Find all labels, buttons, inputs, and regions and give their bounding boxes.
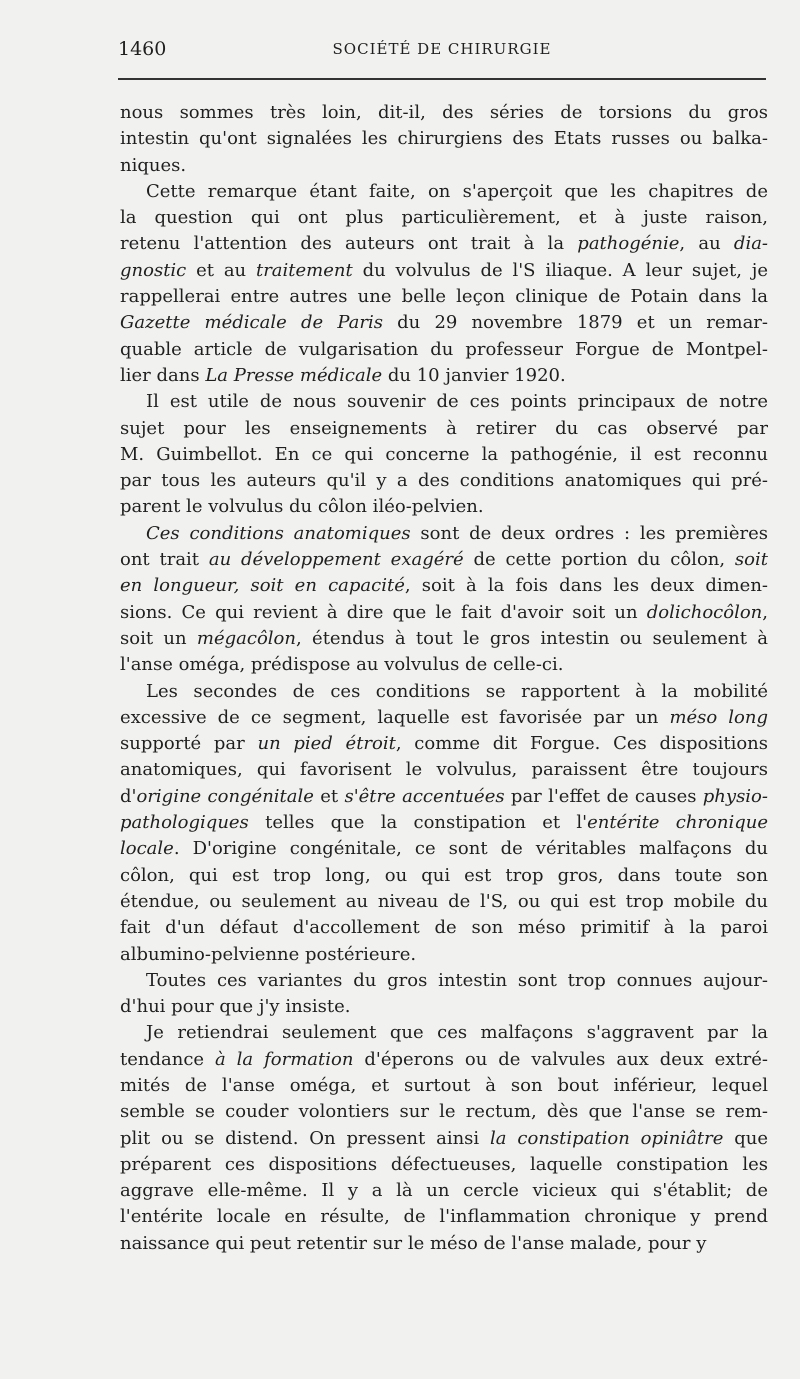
text-line [120,1178,768,1204]
text-line [120,573,768,599]
text-run: de cette portion du côlon, [463,549,735,571]
italic-run: La Presse médicale [205,364,383,386]
text-run: étendue, ou seulement au niveau de l'S, ou qui est trop mobile du [120,890,768,912]
text-run: rappellerai entre autres une belle leçon clinique de Potain dans la [120,286,768,308]
paragraph [120,521,768,679]
paragraph [120,679,768,968]
text-line [120,1204,768,1230]
italic-run: la constipation opiniâtre [490,1127,724,1149]
text-run: du 29 novembre 1879 et un remar- [382,312,768,334]
italic-run: pathologiques [120,812,249,834]
text-run: préparent ces dispositions défectueuses, laquelle constipation les [120,1153,768,1175]
text-line [120,521,768,547]
text-run: , comme dit Forgue. Ces dispositions [395,733,768,755]
text-run: Cette remarque étant faite, on s'aperçoit que les chapitres de [146,180,768,202]
text-run: telles que la constipation et l' [248,812,588,834]
paragraph [120,389,768,520]
text-line [120,994,768,1020]
header-rule [118,78,766,80]
text-run: Les secondes de ces conditions se rapportent à la mobilité [146,680,768,702]
text-line [120,153,768,179]
text-line [120,679,768,705]
running-head: SOCIÉTÉ DE CHIRURGIE [332,40,552,58]
text-line [120,231,768,257]
paragraph [120,968,768,1021]
text-run: , [762,601,768,623]
text-run: par tous les auteurs qu'il y a des conditions anatomiques qui pré- [120,470,768,492]
text-run: intestin qu'ont signalées les chirurgiens des Etats russes ou balka- [120,128,768,150]
text-run: anatomiques, qui favorisent le volvulus, paraissent être toujours [120,759,768,781]
body-text [120,100,768,1257]
text-run: mités de l'anse oméga, et surtout à son bout inférieur, lequel [120,1074,768,1096]
text-line [120,100,768,126]
italic-run: pathogénie [577,233,680,255]
text-line [120,1231,768,1257]
text-run: Je retiendrai seulement que ces malfaçons s'aggravent par la [146,1022,768,1044]
italic-run: locale [120,838,174,860]
italic-run: mégacôlon [196,627,296,649]
text-line [120,126,768,152]
text-line [120,915,768,941]
text-run: par l'effet de causes [504,785,703,807]
text-run: nous sommes très loin, dit-il, des séries de torsions du gros [120,102,768,123]
text-run: fait d'un défaut d'accollement de son méso primitif à la paroi [120,917,768,939]
text-line [120,810,768,836]
text-line [120,1126,768,1152]
text-run: sujet pour les enseignements à retirer du cas observé par [120,417,768,439]
text-line [120,205,768,231]
text-run: plit ou se distend. On pressent ainsi [120,1127,491,1149]
text-line [120,626,768,652]
text-run: Toutes ces variantes du gros intestin sont trop connues aujour- [146,969,768,991]
italic-run: dolichocôlon [646,601,763,623]
text-line [120,784,768,810]
italic-run: gnostic [120,259,187,281]
text-run: excessive de ce segment, laquelle est favorisée par un [120,706,670,728]
text-line [120,310,768,336]
text-line [120,1099,768,1125]
text-run: M. Guimbellot. En ce qui concerne la pathogénie, il est reconnu [120,443,768,465]
text-run: aggrave elle-même. Il y a là un cercle vicieux qui s'établit; de [120,1180,768,1202]
text-run: supporté par [120,733,258,755]
text-run: naissance qui peut retentir sur le méso de l'anse malade, pour y [120,1232,707,1254]
italic-run: au développement exagéré [208,549,464,571]
text-line [120,258,768,284]
text-line [120,1152,768,1178]
text-run: soit un [120,627,197,649]
text-line [120,468,768,494]
text-run: la question qui ont plus particulièrement, et à juste raison, [120,207,768,229]
text-line [120,652,768,678]
text-run: Il est utile de nous souvenir de ces points principaux de notre [146,391,768,413]
text-run: tendance [120,1048,215,1070]
text-run: et au [186,259,256,281]
text-run: l'anse oméga, prédispose au volvulus de celle-ci. [120,654,564,676]
italic-run: origine congénitale [136,785,314,807]
text-line [120,389,768,415]
text-run: . D'origine congénitale, ce sont de véritables malfaçons du [173,838,768,860]
text-run: sont de deux ordres : les premières [410,522,768,544]
italic-run: traitement [255,259,353,281]
text-line [120,442,768,468]
text-line [120,863,768,889]
text-run: d' [120,785,137,807]
text-line [120,1047,768,1073]
page-header [118,38,766,64]
text-run: l'entérite locale en résulte, de l'inflammation chronique y prend [120,1206,768,1228]
text-line [120,1020,768,1046]
italic-run: soit [734,549,768,571]
italic-run: dia- [733,233,768,255]
text-run: et [313,785,345,807]
text-line [120,363,768,389]
text-run: albumino-pelvienne postérieure. [120,943,417,965]
italic-run: Ces conditions anatomiques [146,522,411,544]
italic-run: Gazette médicale de Paris [120,312,383,334]
text-run: semble se couder volontiers sur le rectum, dès que l'anse se rem- [120,1101,768,1123]
page-number: 1460 [118,38,167,60]
text-run: lier dans [120,364,206,386]
text-line [120,968,768,994]
italic-run: en longueur, soit en capacité [120,575,405,597]
text-line [120,1073,768,1099]
text-run: parent le volvulus du côlon iléo-pelvien. [120,496,484,518]
text-line [120,942,768,968]
text-run: , étendus à tout le gros intestin ou seulement à [296,627,768,649]
italic-run: un pied étroit [257,733,396,755]
text-line [120,547,768,573]
text-run: du 10 janvier 1920. [382,364,566,386]
paragraph [120,179,768,389]
text-line [120,494,768,520]
text-line [120,600,768,626]
text-run: d'hui pour que j'y insiste. [120,996,351,1018]
text-run: que [723,1127,768,1149]
text-run: retenu l'attention des auteurs ont trait à la [120,233,578,255]
text-run: sions. Ce qui revient à dire que le fait d'avoir soit un [120,601,647,623]
text-run: niques. [120,154,187,176]
text-run: quable article de vulgarisation du professeur Forgue de Montpel- [120,338,768,360]
text-run: ont trait [120,549,209,571]
text-line [120,337,768,363]
text-line [120,179,768,205]
paragraph [120,100,768,179]
text-line [120,284,768,310]
text-run: côlon, qui est trop long, ou qui est trop gros, dans toute son [120,864,768,886]
text-line [120,416,768,442]
italic-run: s'être accentuées [344,785,505,807]
text-run: du volvulus de l'S iliaque. A leur sujet, je [352,259,768,281]
text-run: , au [679,233,734,255]
text-line [120,889,768,915]
text-run: , soit à la fois dans les deux dimen- [404,575,768,597]
text-line [120,836,768,862]
italic-run: méso long [669,706,768,728]
text-run: d'éperons ou de valvules aux deux extré- [353,1048,768,1070]
text-line [120,705,768,731]
italic-run: à la formation [215,1048,354,1070]
italic-run: entérite chronique [587,812,768,834]
text-line [120,731,768,757]
text-line [120,757,768,783]
paragraph [120,1020,768,1257]
italic-run: physio- [702,785,768,807]
